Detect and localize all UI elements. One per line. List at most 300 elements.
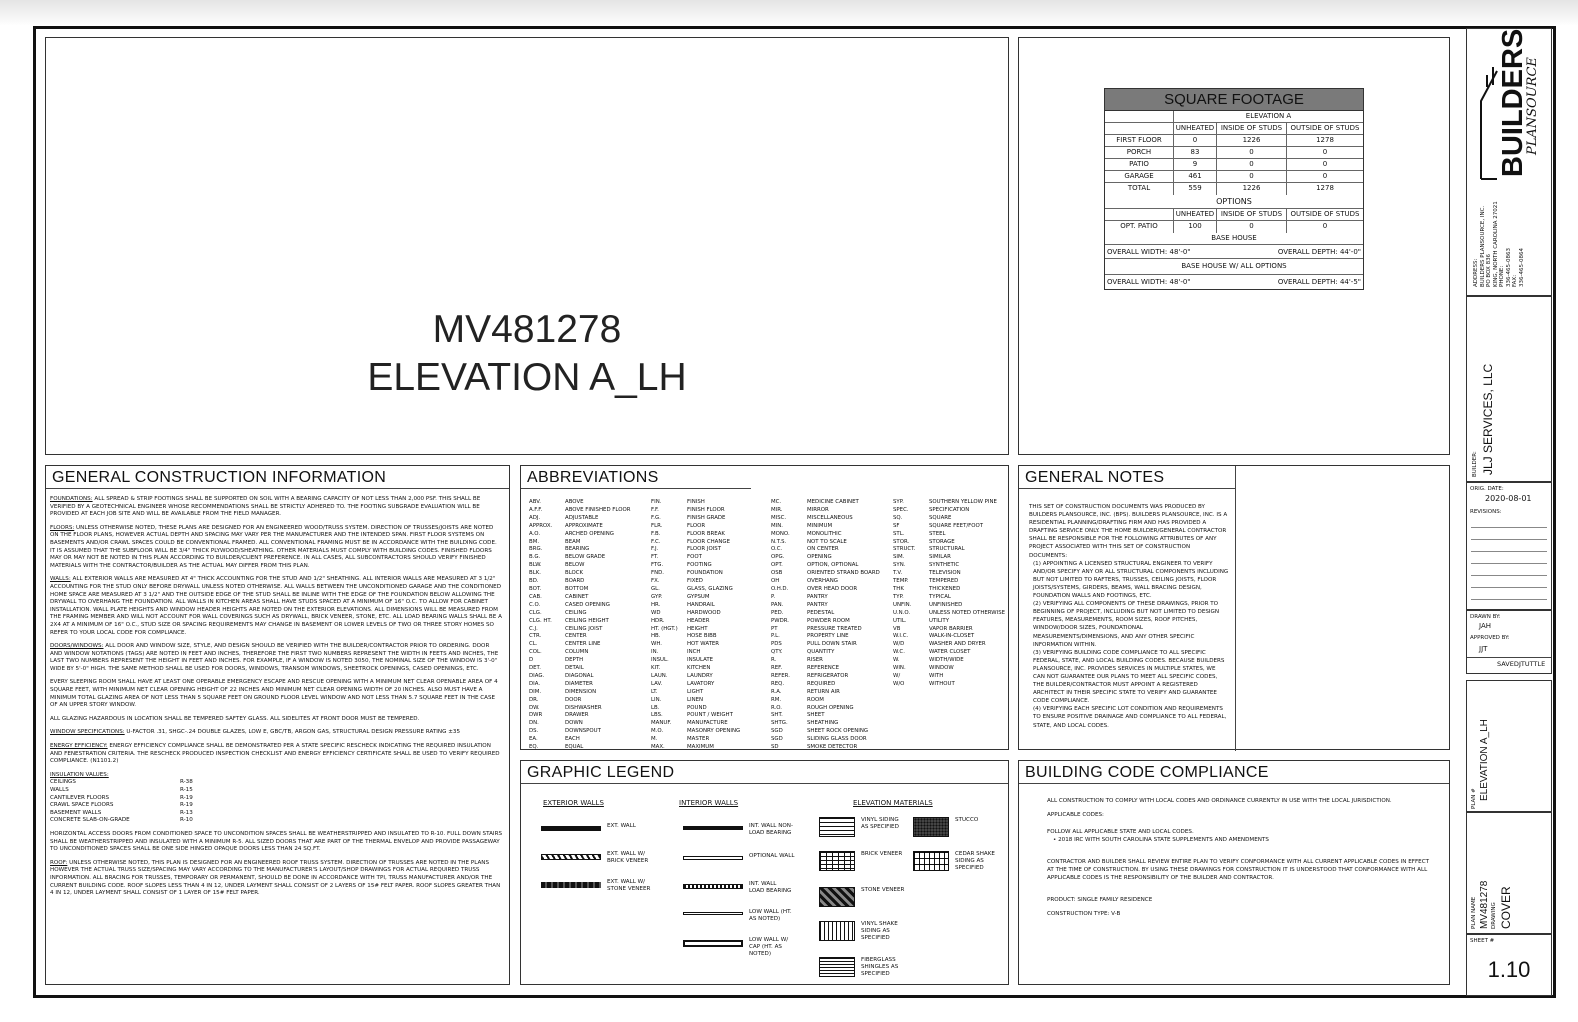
abbreviation-key: FT. (651, 554, 659, 561)
abbreviation-key: BM. (529, 538, 540, 545)
sqft-row (1105, 147, 1363, 159)
abbreviation-key: FLR. (651, 522, 663, 529)
abbreviation-row (771, 586, 880, 594)
abbreviation-row (893, 594, 1005, 602)
abbreviation-key: DIM. (529, 688, 542, 695)
approved-by-label: APPROVED BY: (1470, 635, 1510, 641)
abbreviation-row (529, 562, 630, 570)
plan-name-label: PLAN NAME (1471, 896, 1477, 929)
abbreviation-row (651, 570, 740, 578)
exterior-walls-title: EXTERIOR WALLS (543, 799, 604, 807)
abbreviation-row (529, 515, 630, 523)
abbreviation-meaning: FINISH (687, 499, 705, 505)
base-depth: OVERALL DEPTH: 44'-0" (1277, 248, 1361, 256)
abbreviation-key: DN. (529, 720, 539, 727)
abbreviation-key: MIR. (771, 506, 783, 513)
abbreviation-row (651, 507, 740, 515)
abbreviation-key: LB. (651, 704, 660, 711)
abbreviation-column (893, 499, 1005, 689)
abbreviation-key: T.V. (893, 570, 903, 577)
abbreviation-key: ABV. (529, 499, 541, 505)
title-panel (45, 37, 1009, 455)
abbreviation-key: F.G. (651, 514, 661, 521)
abbreviation-row (651, 554, 740, 562)
abbreviation-row (771, 728, 880, 736)
sqft-cell: 0 (1217, 171, 1287, 182)
abbreviation-row (651, 626, 740, 634)
abbreviation-row (651, 728, 740, 736)
abbreviation-meaning: WITH (929, 672, 944, 679)
abbreviation-row (651, 515, 740, 523)
abbreviation-key: W.C. (893, 649, 905, 656)
abbreviation-row (529, 610, 630, 618)
paragraph-text: ENERGY EFFICIENCY COMPLIANCE SHALL BE DEMONSTRATED PER A STATE SPECIFIC RESCHECK INDICATING THE REQUIRED INSULATION AND FENESTRATION CRITERIA. THE RESCHECK PRODUCED INSPECTION CHECKLIST AND ENERGY EFFICIENCY CERTIFICATE SHALL BE USED TO VERIFY REQUIRED COMPLIANCE. (N1101.2) (50, 743, 500, 765)
abbreviation-row (529, 594, 630, 602)
abbreviation-meaning: LIGHT (687, 688, 704, 695)
abbreviation-meaning: DIMENSION (565, 688, 597, 695)
legend-vinyl-siding: VINYL SIDING AS SPECIFIED (819, 817, 907, 837)
abbreviation-key: MAX. (651, 744, 665, 751)
sqft-row-label: GARAGE (1105, 171, 1174, 182)
paragraph-text: ALL DOOR AND WINDOW SIZE, STYLE, AND DESIGN SHOULD BE VERIFIED WITH THE BUILDER/CONTRACTOR PRIOR TO ORDERING. DOOR AND WINDOW NOTATIONS (TAGS) ARE NOTED IN FEET AND INCHES, THEREFORE THE FIRST TWO NUMBERS REPRESENT THE WIDTH IN FEETS AND INCHES, THE LAST TWO NUMBERS REPRESENT THE HEIGHT IN FEET AND INCHES. FOR EXAMPLE, IF A WINDOW IS NOTED 3050, THE NOMINAL SIZE OF THE WINDOW IS 3'-0" WIDE BY 5'-0" HIGH. THE SAME METHOD SHALL BE USED FOR DOORS, WINDOWS, TRANSOM WINDOWS, SHEETROCK OPENINGS, CASED OPENINGS, ETC. (50, 643, 499, 672)
abbreviation-meaning: OVERHANG (807, 578, 838, 585)
abbreviation-row (651, 649, 740, 657)
abbreviation-meaning: SMOKE DETECTOR (807, 744, 858, 751)
abbreviation-row (651, 523, 740, 531)
legend-fiberglass-shingles: FIBERGLASS SHINGLES AS SPECIFIED (819, 957, 907, 978)
abbreviation-key: PT (771, 625, 778, 632)
abbreviation-meaning: CENTER (565, 633, 587, 640)
sqft-cell: 559 (1174, 183, 1217, 195)
abbreviation-row (771, 578, 880, 586)
base-width: OVERALL WIDTH: 48'-0" (1107, 248, 1191, 256)
general-construction-panel (45, 465, 510, 985)
insulation-item: CEILINGS (50, 779, 76, 786)
abbreviation-meaning: PANTRY (807, 601, 828, 608)
abbreviation-key: PAN. (771, 601, 784, 608)
sqft-cell: 0 (1322, 222, 1328, 230)
sqft-cell: 0 (1217, 147, 1287, 158)
construction-paragraph (50, 743, 502, 766)
abbreviation-row (529, 507, 630, 515)
abbreviation-key: LBS. (651, 712, 663, 719)
building-code-heading: BUILDING CODE COMPLIANCE (1025, 764, 1269, 781)
abbreviation-row (771, 633, 880, 641)
paragraph-label: WINDOW SPECIFICATIONS: (50, 729, 125, 736)
abbreviation-meaning: DIAGONAL (565, 672, 594, 679)
insulation-row (50, 802, 502, 810)
building-code-panel (1018, 760, 1450, 985)
abbreviation-row (651, 697, 740, 705)
abbreviation-key: DWR (529, 712, 543, 719)
abbreviation-meaning: ROOM (807, 696, 824, 703)
sqft-cell: 0 (1322, 148, 1328, 156)
abbreviation-meaning: DOWN (565, 720, 583, 727)
abbreviation-row (771, 570, 880, 578)
construction-paragraph (50, 576, 502, 637)
builder-name: JLJ SERVICES, LLC (1481, 363, 1495, 475)
abbreviation-meaning: FLOOR JOIST (687, 546, 721, 553)
abbreviation-key: LT. (651, 688, 658, 695)
abbreviation-meaning: FOOT (687, 554, 702, 561)
abbreviation-key: STRUCT. (893, 546, 916, 553)
abbreviation-row (893, 649, 1005, 657)
abbreviation-row (771, 539, 880, 547)
abbreviation-key: CAB. (529, 593, 542, 600)
sqft-row (1105, 221, 1363, 233)
general-note-item: (1) APPOINTING A LICENSED STRUCTURAL ENGINEER TO VERIFY AND/OR SPECIFY ANY OR ALL STRUCTURAL COMPONENTS INCLUDING BUT NOT LIMITED TO RAFTERS, TRUSSES, CEILING JOISTS, FLOOR JOISTS/SYSTEMS, GIRDERS, BEAMS, WALL BRACING DESIGN, FOUNDATION WALLS AND FOOTINGS, ETC. (1033, 560, 1229, 600)
abbreviation-meaning: WATER CLOSET (929, 649, 971, 656)
abbreviation-meaning: NOT TO SCALE (807, 538, 847, 545)
abbreviation-meaning: BEARING (565, 546, 590, 553)
abbreviation-row (771, 697, 880, 705)
builder-cell (1466, 296, 1552, 482)
abbreviation-meaning: COLUMN (565, 649, 589, 656)
abbreviation-key: P.L. (771, 633, 780, 640)
abbreviation-key: REF. (771, 665, 783, 672)
paragraph-label: ROOF: (50, 859, 68, 866)
abbreviation-key: HDR. (651, 617, 665, 624)
abbreviation-row (651, 499, 740, 507)
insulation-list (50, 779, 502, 825)
abbreviation-meaning: POUNT / WEIGHT (687, 712, 733, 719)
abbreviation-meaning: SPECIFICATION (929, 506, 970, 513)
abbreviation-key: B.G. (529, 554, 541, 561)
abbreviation-meaning: CASED OPENING (565, 601, 610, 608)
abbreviation-meaning: ON CENTER (807, 546, 839, 553)
plan-value: ELEVATION A_LH (1479, 719, 1490, 801)
logo-plansource-text: PLANSOURCE (1525, 57, 1540, 155)
elevation-label: ELEVATION A (1245, 112, 1292, 120)
abbreviation-meaning: MONOLITHIC (807, 530, 842, 537)
abbreviation-key: M.O. (651, 728, 664, 735)
abbreviation-key: SYN. (893, 562, 906, 569)
abbreviation-row (529, 602, 630, 610)
abbreviation-row (529, 523, 630, 531)
abbreviation-row (529, 673, 630, 681)
abbreviation-meaning: MANUFACTURE (687, 720, 728, 727)
abbreviation-key: MISC. (771, 514, 787, 521)
abbreviations-panel (520, 465, 1009, 750)
insulation-value: R-38 (180, 779, 193, 786)
abbreviation-meaning: FINISH GRADE (687, 514, 726, 521)
abbreviation-row (529, 546, 630, 554)
abbreviation-key: CL. (529, 641, 538, 648)
sqft-col-header: UNHEATED (1174, 123, 1217, 134)
general-notes-heading: GENERAL NOTES (1025, 469, 1165, 486)
paragraph-label: FLOORS: (50, 524, 75, 531)
abbreviation-key: UNFIN. (893, 601, 912, 608)
abbreviation-meaning: WALK-IN-CLOSET (929, 633, 975, 640)
abbreviation-meaning: REFERENCE (807, 665, 840, 672)
abbreviation-key: SYP. (893, 499, 904, 505)
abbreviation-meaning: ROUGH OPENING (807, 704, 854, 711)
abbreviation-key: F.J. (651, 546, 659, 553)
abbreviation-key: UTIL. (893, 617, 907, 624)
abbreviation-meaning: POUND (687, 704, 707, 711)
abbreviation-row (529, 744, 630, 752)
abbreviation-key: DS. (529, 728, 539, 735)
abbreviation-meaning: BELOW GRADE (565, 554, 606, 561)
plan-label: PLAN # (1471, 788, 1477, 809)
abbreviation-key: MC. (771, 499, 782, 505)
legend-ext-wall-stone: EXT. WALL W/ STONE VENEER (541, 879, 663, 893)
abbreviation-meaning: EQUAL (565, 744, 584, 751)
abbreviation-row (529, 626, 630, 634)
abbreviation-row (893, 554, 1005, 562)
abbreviation-key: ADJ. (529, 514, 541, 521)
sqft-row-label: OPT. PATIO (1105, 221, 1174, 233)
abbreviation-key: SQ. (893, 514, 903, 521)
abbreviation-meaning: MISCELLANEOUS (807, 514, 853, 521)
sqft-col-header: OUTSIDE OF STUDS (1290, 124, 1360, 132)
drawing-label: DRAWING (1491, 902, 1497, 929)
abbreviation-row (651, 681, 740, 689)
abbreviation-meaning: BELOW (565, 562, 585, 569)
insulation-value: R-13 (180, 809, 193, 816)
abbreviation-row (771, 554, 880, 562)
abbreviation-meaning: SLIDING GLASS DOOR (807, 736, 867, 743)
sqft-row (1105, 135, 1363, 147)
construction-paragraph (50, 525, 502, 571)
abbreviation-key: HB. (651, 633, 661, 640)
legend-low-wall-cap: LOW WALL W/ CAP (HT. AS NOTED) (683, 937, 799, 958)
insulation-item: WALLS (50, 787, 69, 793)
abbreviation-row (529, 712, 630, 720)
abbreviation-key: TYP. (893, 593, 904, 600)
abbreviation-key: FIN. (651, 499, 662, 505)
saved-label: SAVED: (1497, 660, 1522, 668)
abbreviation-meaning: BOARD (565, 578, 585, 585)
abbreviation-row (529, 665, 630, 673)
abbreviation-key: HR. (651, 601, 661, 608)
abbreviation-meaning: RISER (807, 657, 823, 664)
paragraph-label: WALLS: (50, 576, 71, 583)
abbreviation-row (651, 562, 740, 570)
abbreviation-row (771, 681, 880, 689)
abbreviation-meaning: SHEET ROCK OPENING (807, 728, 869, 735)
abbreviation-meaning: FLOOR (687, 522, 706, 529)
abbreviation-row (529, 499, 630, 507)
abbreviation-key: OPG. (771, 554, 785, 561)
abbreviation-key: SD (771, 744, 779, 751)
sqft-col-header: INSIDE OF STUDS (1217, 123, 1287, 134)
abbreviation-key: FTG. (651, 562, 664, 569)
drawing-value: COVER (1499, 886, 1513, 929)
abbreviation-row (651, 689, 740, 697)
abbreviation-meaning: HARDWOOD (687, 609, 721, 616)
abbreviation-key: SIM. (893, 554, 905, 561)
abbreviation-row (651, 539, 740, 547)
insulation-item: CRAWL SPACE FLOORS (50, 802, 114, 809)
construction-paragraph (50, 831, 502, 854)
abbreviation-key: LIN. (651, 696, 662, 703)
abbreviation-key: KIT. (651, 665, 661, 672)
general-notes-text (1029, 503, 1229, 730)
abbreviation-row (529, 728, 630, 736)
abbreviation-key: PDS (771, 641, 782, 648)
abbreviation-key: W/ (893, 672, 901, 679)
general-construction-text (50, 496, 502, 904)
abbreviation-column (771, 499, 880, 752)
abbreviation-meaning: DOWNSPOUT (565, 728, 601, 735)
legend-vinyl-shake: VINYL SHAKE SIDING AS SPECIFIED (819, 921, 907, 942)
abbreviation-key: HT. (HGT.) (651, 625, 678, 632)
base-options-label: BASE HOUSE W/ ALL OPTIONS (1181, 262, 1287, 270)
insulation-row (50, 817, 502, 825)
graphic-legend-heading: GRAPHIC LEGEND (527, 764, 675, 781)
abbreviation-row (893, 673, 1005, 681)
sqft-cell: 0 (1217, 159, 1287, 170)
abbreviation-meaning: POWDER ROOM (807, 617, 850, 624)
abbreviation-key: WIN. (893, 665, 906, 672)
abbreviation-meaning: KITCHEN (687, 665, 711, 672)
abbreviation-meaning: MASONRY OPENING (687, 728, 741, 735)
plan-code-title: MV481278 (432, 308, 622, 351)
abbreviation-row (651, 546, 740, 554)
abbreviation-row (651, 594, 740, 602)
code-line-3: FOLLOW ALL APPLICABLE STATE AND LOCAL CODES. (1047, 829, 1194, 835)
code-line-2: APPLICABLE CODES: (1047, 812, 1104, 818)
general-construction-heading: GENERAL CONSTRUCTION INFORMATION (52, 469, 387, 486)
sheet-number: 1.10 (1487, 957, 1531, 982)
abbreviation-meaning: MASTER (687, 736, 710, 743)
orig-date: 2020-08-01 (1485, 494, 1532, 503)
abbreviation-key: MANUF. (651, 720, 672, 727)
construction-paragraph (50, 716, 502, 724)
abbreviation-row (893, 578, 1005, 586)
abbreviation-meaning: SQUARE (929, 514, 952, 521)
abbreviation-key: SF (893, 522, 900, 529)
window-top-edge (0, 0, 1578, 26)
construction-paragraph (50, 860, 502, 898)
abbreviation-row (529, 657, 630, 665)
abbreviation-meaning: HOT WATER (687, 641, 720, 648)
abbreviation-row (771, 610, 880, 618)
paragraph-label: ENERGY EFFICIENCY: (50, 743, 108, 750)
abbreviation-key: O.H.D. (771, 585, 789, 592)
insulation-row (50, 795, 502, 803)
abbreviation-meaning: QUANTITY (807, 649, 835, 656)
abbreviation-row (651, 673, 740, 681)
sqft-row (1105, 171, 1363, 183)
abbreviation-key: REQ. (771, 680, 785, 687)
logo-address-cell (1466, 28, 1552, 296)
abbreviation-row (529, 705, 630, 713)
abbreviation-row (771, 531, 880, 539)
abbreviation-meaning: PEDESTAL (807, 609, 835, 616)
abbreviation-row (893, 570, 1005, 578)
construction-paragraph (50, 643, 502, 673)
abbreviation-key: STL. (893, 530, 905, 537)
abbreviation-key: FX. (651, 578, 660, 585)
abbreviation-key: F.F. (651, 506, 659, 513)
abbreviation-key: R.O. (771, 704, 783, 711)
drawn-by-label: DRAWN BY: (1470, 614, 1501, 620)
abbreviation-key: COL. (529, 649, 542, 656)
abbreviation-key: C.J. (529, 625, 538, 632)
sqft-cell: 1278 (1316, 184, 1334, 192)
legend-brick-veneer: BRICK VENEER (819, 851, 907, 871)
sqft-cell: 461 (1174, 171, 1217, 182)
legend-int-wall-load: INT. WALL LOAD BEARING (683, 881, 793, 895)
abbreviation-meaning: MEDICINE CABINET (807, 499, 859, 505)
abbreviation-row (771, 523, 880, 531)
insulation-item: BASEMENT WALLS (50, 809, 102, 816)
sqft-row (1105, 183, 1363, 195)
code-line-7: CONSTRUCTION TYPE: V-B (1047, 911, 1121, 917)
abbreviation-key: SGD (771, 736, 783, 743)
abbreviation-key: INSUL. (651, 657, 669, 664)
abbreviation-meaning: UTILITY (929, 617, 950, 624)
abbreviation-key: OH (771, 578, 780, 585)
abbreviation-row (529, 554, 630, 562)
abbreviation-meaning: PULL DOWN STAIR (807, 641, 857, 648)
abbreviation-key: BLW. (529, 562, 542, 569)
sqft-cell: 9 (1174, 159, 1217, 170)
abbreviation-meaning: STRUCTURAL (929, 546, 965, 553)
abbreviation-meaning: CENTER LINE (565, 641, 601, 648)
abbreviation-row (529, 681, 630, 689)
abbreviation-meaning: LAUNDRY (687, 672, 713, 679)
abbreviation-meaning: WINDOW (929, 665, 954, 672)
abbreviation-meaning: TELEVISION (929, 570, 961, 577)
abbreviation-meaning: BLOCK (565, 570, 584, 577)
abbreviation-meaning: ABOVE (565, 499, 584, 505)
abbreviation-row (529, 531, 630, 539)
insulation-value: R-19 (180, 802, 193, 809)
abbreviation-row (771, 562, 880, 570)
general-notes-panel (1018, 465, 1450, 750)
abbreviation-row (771, 649, 880, 657)
abbreviation-row (771, 712, 880, 720)
abbreviation-row (529, 570, 630, 578)
abbreviation-row (651, 641, 740, 649)
abbreviation-meaning: DIAMETER (565, 680, 593, 687)
abbreviation-meaning: VAPOR BARRIER (929, 625, 973, 632)
insulation-value: R-19 (180, 794, 193, 801)
abbreviation-meaning: STORAGE (929, 538, 955, 545)
abbreviation-meaning: CEILING JOIST (565, 625, 603, 632)
abbreviation-row (893, 657, 1005, 665)
abbreviation-key: DW. (529, 704, 540, 711)
abbreviation-key: FND. (651, 570, 664, 577)
general-note-item: (4) VERIFYING EACH SPECIFIC LOT CONDITION AND REQUIREMENTS TO ENSURE POSITIVE DRAINAGE AND COMPLIANCE TO ALL FEDERAL, STATE, AND LOCAL CODES. (1033, 706, 1227, 729)
options-depth: OVERALL DEPTH: 44'-5" (1277, 278, 1361, 286)
sqft-row-label: PATIO (1105, 159, 1174, 170)
abbreviation-key: GYP. (651, 593, 663, 600)
abbreviation-key: QTY. (771, 649, 783, 656)
sqft-row (1105, 159, 1363, 171)
abbreviation-key: EQ. (529, 744, 539, 751)
insulation-row (50, 787, 502, 795)
abbreviation-meaning: WITHOUT (929, 680, 955, 687)
abbreviation-row (529, 689, 630, 697)
abbreviation-meaning: INCH (687, 649, 701, 656)
square-footage-table (1104, 88, 1364, 290)
sqft-cell: 0 (1174, 135, 1217, 146)
abbreviation-meaning: SHEATHING (807, 720, 839, 727)
abbreviation-key: SHTG. (771, 720, 788, 727)
paragraph-label: DOORS/WINDOWS: (50, 643, 104, 650)
abbreviation-key: DIAG. (529, 672, 545, 679)
abbreviation-key: O.C. (771, 546, 783, 553)
abbreviation-meaning: UNLESS NOTED OTHERWISE (929, 609, 1006, 616)
abbreviation-row (651, 610, 740, 618)
sqft-cell: 0 (1322, 172, 1328, 180)
sheet-label: SHEET # (1470, 938, 1495, 944)
abbreviation-meaning: REFRIGERATOR (807, 672, 849, 679)
